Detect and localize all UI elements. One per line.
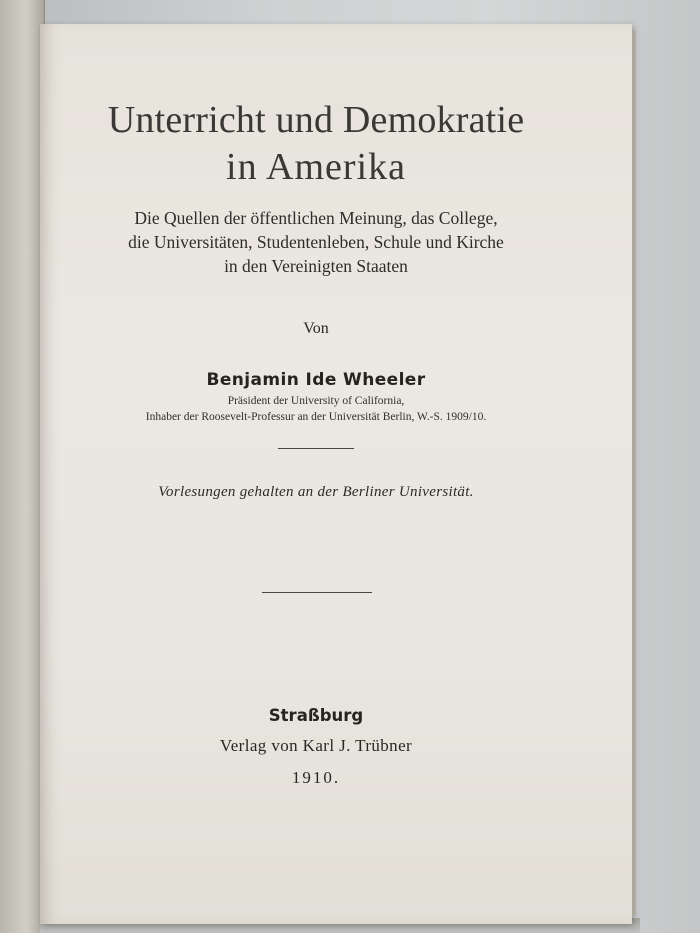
- author-affiliation-2: Inhaber der Roosevelt-Professur an der Universität Berlin, W.-S. 1909/10.: [145, 411, 487, 423]
- divider-rule-2: [262, 592, 372, 593]
- byline: Von: [303, 320, 329, 337]
- book-title-line-1: Unterricht und Demokratie: [107, 99, 525, 141]
- subtitle-line-1: Die Quellen der öffentlichen Meinung, das College,: [134, 208, 498, 228]
- imprint-place: Straßburg: [268, 706, 364, 725]
- divider-rule-1: [278, 448, 354, 449]
- imprint-year: 1910.: [291, 768, 341, 787]
- subtitle-line-2: die Universitäten, Studentenleben, Schule und Kirche: [128, 232, 504, 252]
- imprint-publisher: Verlag von Karl J. Trübner: [219, 736, 413, 755]
- author-affiliation-1: Präsident der University of California,: [227, 395, 405, 407]
- book-cover-edge: [0, 0, 45, 933]
- lecture-note: Vorlesungen gehalten an der Berliner Universität.: [158, 484, 474, 500]
- author-name: Benjamin Ide Wheeler: [206, 370, 426, 390]
- subtitle-line-3: in den Vereinigten Staaten: [224, 256, 408, 276]
- book-title-line-2: in Amerika: [226, 146, 406, 188]
